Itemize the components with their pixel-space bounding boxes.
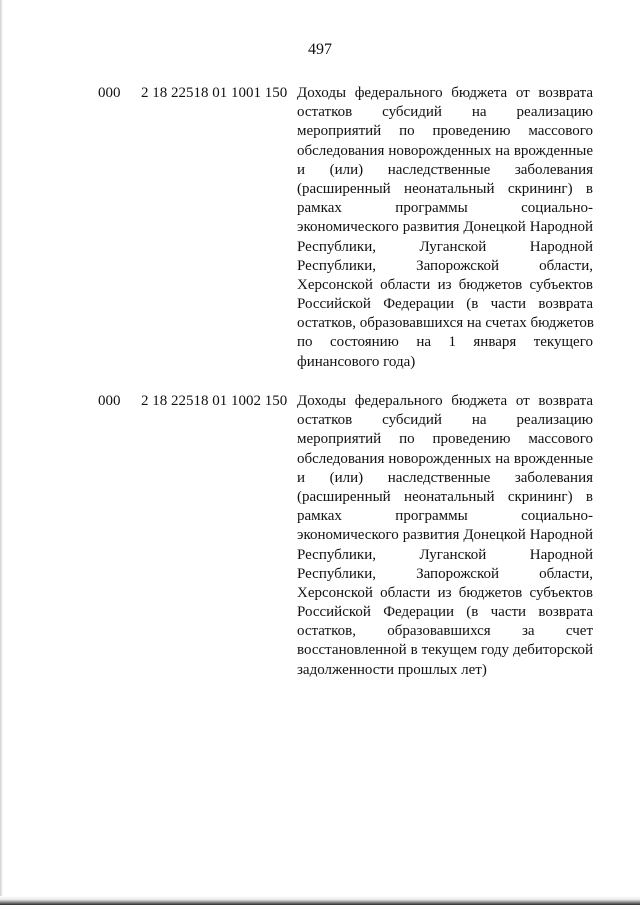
- description-line: и (или) наследственные заболевания: [297, 469, 593, 486]
- description-line: Республики, Луганской Народной: [297, 238, 593, 255]
- revenue-description: [297, 392, 593, 680]
- description-line: мероприятий по проведению массового: [297, 123, 593, 140]
- classification-code: 2 18 22518 01 1001 150: [141, 85, 288, 101]
- description-line: Республики, Луганской Народной: [297, 546, 593, 563]
- description-line: экономического развития Донецкой Народной: [297, 527, 593, 544]
- description-line: Российской Федерации (в части возврата: [297, 604, 593, 621]
- description-line: восстановленной в текущем году дебиторской: [297, 642, 593, 659]
- description-line: финансового года): [297, 353, 416, 370]
- description-line: Республики, Запорожской области,: [297, 565, 593, 582]
- description-line: Херсонской области из бюджетов субъектов: [297, 276, 593, 293]
- description-line: (расширенный неонатальный скрининг) в: [297, 180, 593, 197]
- description-line: Херсонской области из бюджетов субъектов: [297, 584, 593, 601]
- description-line: остатков субсидий на реализацию: [297, 104, 593, 121]
- description-line: Республики, Запорожской области,: [297, 257, 593, 274]
- description-line: остатков, образовавшихся за счет: [297, 623, 593, 640]
- page-number: 497: [308, 41, 332, 58]
- description-line: рамках программы социально-: [297, 200, 593, 217]
- scan-left-edge: [0, 0, 3, 905]
- administrator-code: 000: [98, 393, 121, 409]
- description-line: остатков субсидий на реализацию: [297, 412, 593, 429]
- description-line: задолженности прошлых лет): [297, 661, 487, 678]
- description-line: Доходы федерального бюджета от возврата: [297, 85, 593, 101]
- description-line: мероприятий по проведению массового: [297, 431, 593, 448]
- description-line: по состоянию на 1 января текущего: [297, 334, 593, 351]
- scan-bottom-edge: [0, 896, 640, 905]
- description-line: рамках программы социально-: [297, 508, 593, 525]
- description-line: остатков, образовавшихся на счетах бюджетов: [297, 315, 595, 332]
- description-line: обследования новорожденных на врожденные: [297, 142, 593, 159]
- description-line: Доходы федерального бюджета от возврата: [297, 393, 593, 409]
- description-line: (расширенный неонатальный скрининг) в: [297, 488, 593, 505]
- description-line: экономического развития Донецкой Народной: [297, 219, 593, 236]
- administrator-code: 000: [98, 85, 121, 101]
- description-line: обследования новорожденных на врожденные: [297, 450, 593, 467]
- classification-code: 2 18 22518 01 1002 150: [141, 393, 288, 409]
- description-line: Российской Федерации (в части возврата: [297, 296, 593, 313]
- revenue-description: [297, 84, 593, 372]
- description-line: и (или) наследственные заболевания: [297, 161, 593, 178]
